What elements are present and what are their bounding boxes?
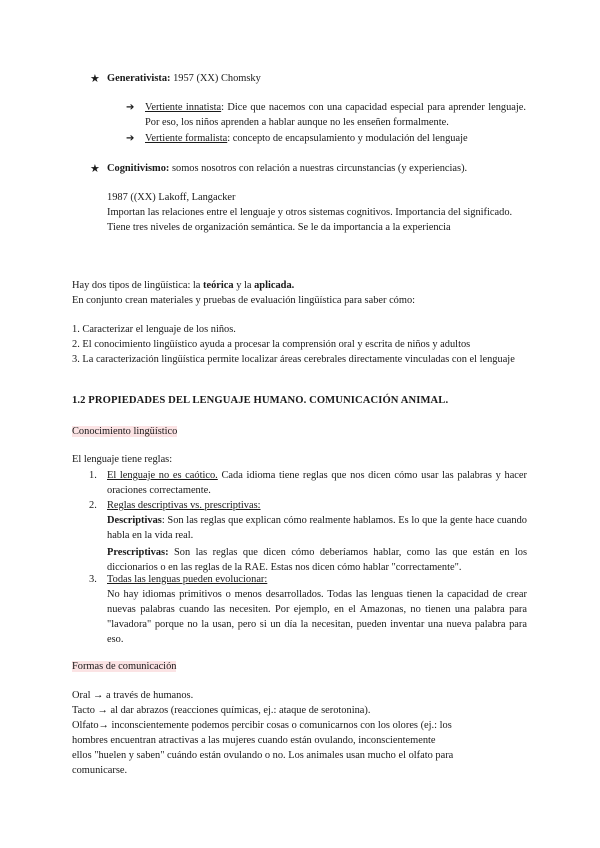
cognitivismo-block <box>107 190 527 235</box>
tipos-line1: Hay dos tipos de lingüística: la teórica y la aplicada. <box>72 280 295 291</box>
cognitivismo-line: Cognitivismo: somos nosotros con relación a nuestras circunstancias (y experiencias). <box>107 163 468 174</box>
prescriptivas: Prescriptivas: Son las reglas que dicen cómo deberíamos hablar, como las que están en los diccionarios o en las reglas de la RAE. Estas nos dicen cómo hablar "correctamente". <box>107 547 527 573</box>
rule-item-1: El lenguaje no es caótico. Cada idioma tiene reglas que nos dicen cómo usar las palabras y hacer oraciones correctamente. <box>107 470 527 496</box>
vertiente-term: Vertiente innatista <box>145 102 222 113</box>
formas-heading: Formas de comunicación <box>72 661 177 672</box>
formas-line: Tacto → al dar abrazos (reacciones químicas, ej.: ataque de serotonina). <box>72 705 371 716</box>
generativista-text: 1957 (XX) Chomsky <box>170 73 261 84</box>
formas-block <box>72 688 542 778</box>
conocimiento-intro: El lenguaje tiene reglas: <box>72 454 173 465</box>
cognitivismo-year: 1987 ((XX) Lakoff, Langacker <box>107 192 236 203</box>
descriptivas: Descriptivas: Son las reglas que explican cómo realmente hablamos. Es lo que la gente hace cuando habla en la vida real. <box>107 515 527 541</box>
list-item: 1. Caracterizar el lenguaje de los niños. <box>72 324 236 335</box>
conocimiento-heading: Conocimiento lingüístico <box>72 426 178 437</box>
bullet-star-icon: ★ <box>90 72 100 85</box>
generativista-label: Generativista: <box>107 73 171 84</box>
item-number: 3. <box>89 574 97 585</box>
formas-line: comunicarse. <box>72 765 128 776</box>
formas-line: Oral → a través de humanos. <box>72 690 194 701</box>
list-item: 3. La caracterización lingüística permite localizar áreas cerebrales directamente vinculadas con el lenguaje <box>72 354 515 365</box>
arrow-right-icon: ➔ <box>126 133 135 144</box>
cognitivismo-label: Cognitivismo: <box>107 163 170 174</box>
vertiente-term: Vertiente formalista <box>145 133 228 144</box>
rule-item-3: Todas las lenguas pueden evolucionar: No hay idiomas primitivos o menos desarrollados. Todas las lenguas tienen la capacidad de crear nuevas palabras cuando las necesiten. Por ejemplo, en el Amazonas, no tienen una palabra para "lavadora" porque no la usan, pero si un día la necesitan, pueden inventar una nueva palabra para eso. <box>107 574 527 645</box>
formas-line: hombres encuentran atractivas a las mujeres cuando están ovulando, inconscientemente <box>72 735 436 746</box>
arrow-right-icon: ➔ <box>126 102 135 113</box>
bullet-star-icon: ★ <box>90 162 100 175</box>
formas-line: Olfato→ inconscientemente podemos percibir cosas o comunicarnos con los olores (ej.: los <box>72 720 452 731</box>
tipos-block <box>72 278 532 308</box>
formas-line: ellos "huelen y saben" cuándo están ovulando o no. Los animales usan mucho el olfato para <box>72 750 454 761</box>
item-number: 1. <box>89 470 97 481</box>
rule-item-2: Reglas descriptivas vs. prescriptivas: Descriptivas: Son las reglas que explican cómo realmente hablamos. Es lo que la gente hace cuando habla en la vida real. Prescriptivas: Son las reglas que dicen cómo deberíamos hablar, como las que están en los diccionarios o en las reglas de la RAE. Estas nos dicen cómo hablar "correctamente". <box>107 500 527 573</box>
item-number: 2. <box>89 500 97 511</box>
list-item: 2. El conocimiento lingüístico ayuda a procesar la comprensión oral y escrita de niños y adultos <box>72 339 471 350</box>
tipos-line2: En conjunto crean materiales y pruebas de evaluación lingüística para saber cómo: <box>72 295 416 306</box>
generativista-line <box>107 71 261 86</box>
vertiente-innatista: Vertiente innatista: Dice que nacemos con una capacidad especial para aprender lenguaje. Por eso, los niños aprenden a hablar aunque no les enseñen formalmente. <box>145 102 527 128</box>
cognitivismo-p2: Tiene tres niveles de organización semántica. Se le da importancia a la experiencia <box>107 222 451 233</box>
cognitivismo-p1: Importan las relaciones entre el lenguaje y otros sistemas cognitivos. Importancia del significado. <box>107 207 513 218</box>
vertiente-formalista: Vertiente formalista: concepto de encapsulamiento y modulación del lenguaje <box>145 133 468 144</box>
section-title: 1.2 PROPIEDADES DEL LENGUAJE HUMANO. COMUNICACIÓN ANIMAL. <box>72 395 449 406</box>
numbered-list <box>72 322 532 367</box>
